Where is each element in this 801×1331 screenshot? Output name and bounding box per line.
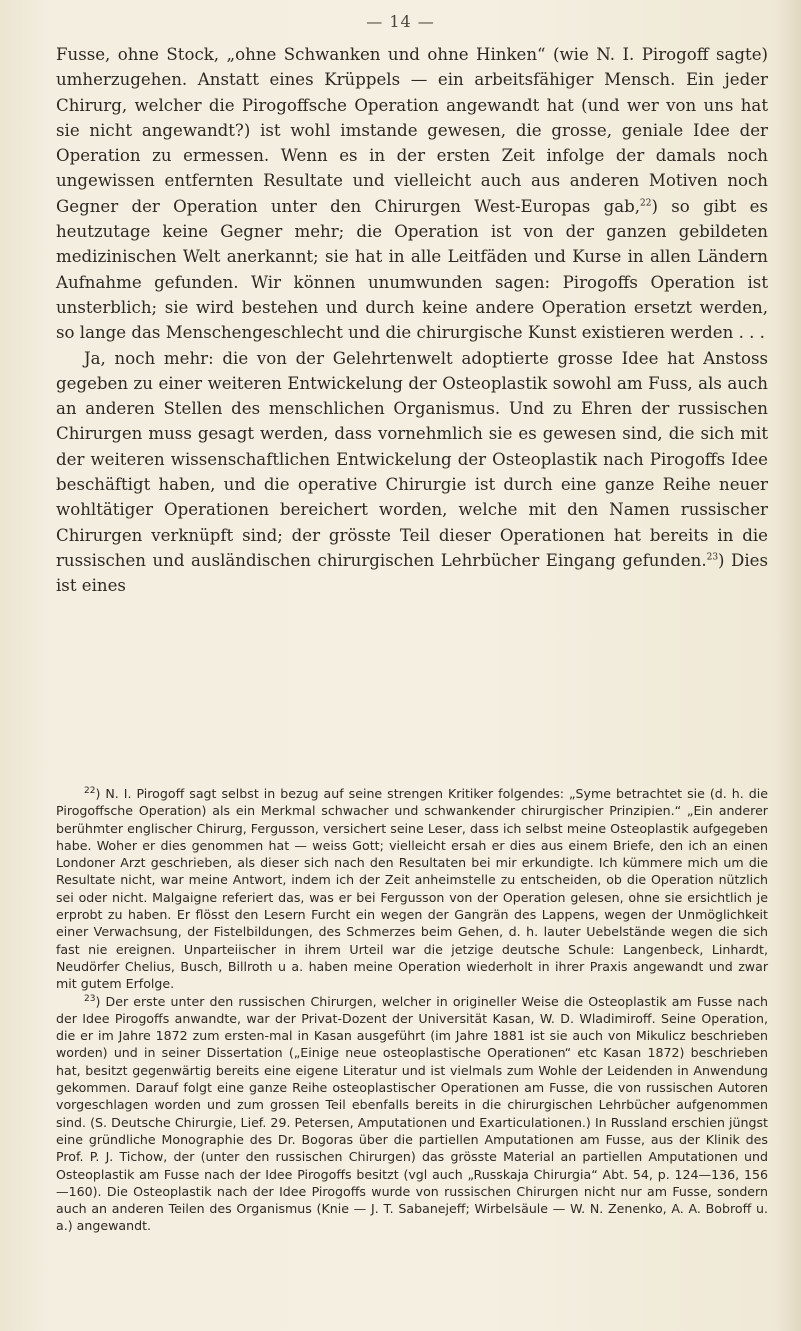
footnote xyxy=(56,785,768,993)
paragraph-text: ) so gibt es heutzutage keine Gegner mehr; die Operation ist von der ganzen gebildeten medizinischen Welt anerkannt; sie hat in alle Leitfäden und Kurse in allen Ländern Aufnahme gefunden. Wir können unumwunden sagen: Pirogoffs Operation ist unsterblich; sie wird bestehen und durch keine andere Operation ersetzt werden, so lange das Menschengeschlecht und die chirurgische Kunst existieren werden . . . xyxy=(56,196,768,343)
footnote-number: 23 xyxy=(84,993,96,1004)
paragraph xyxy=(56,42,768,346)
paragraph-text: Fusse, ohne Stock, „ohne Schwanken und ohne Hinken“ (wie N. I. Pirogoff sagte) umherzugehen. Anstatt eines Krüppels — ein arbeitsfähiger Mensch. Ein jeder Chirurg, welcher die Pirogoffsche Operation angewandt hat (und wer von uns hat sie nicht angewandt?) ist wohl imstande gewesen, die grosse, geniale Idee der Operation zu ermessen. Wenn es in der ersten Zeit infolge der damals noch ungewissen entfernten Resultate und vielleicht auch aus anderen Motiven noch Gegner der Operation unter den Chirurgen West-Europas gab, xyxy=(56,45,768,216)
paragraph-text: ) Dies ist eines xyxy=(56,550,768,596)
footnotes xyxy=(56,785,768,1235)
footnote-marker[interactable]: 23 xyxy=(706,552,719,563)
footnote-text: ) N. I. Pirogoff sagt selbst in bezug auf seine strengen Kritiker folgendes: „Syme betrachtet sie (d. h. die Pirogoffsche Operation) als ein Merkmal schwacher und schwankender chirurgischer Prinzipien.“ „Ein anderer berühmter englischer Chirurg, Fergusson, versichert seine Leser, dass ich selbst meine Osteoplastik aufgegeben habe. Woher er dies genommen hat — weiss Gott; vielleicht ersah er dies aus einem Briefe, den ich an einen Londoner Arzt geschrieben, als dieser sich nach den Resultaten bei mir erkundigte. Ich kümmere mich um die Resultate nicht, war meine Antwort, indem ich der Zeit anheimstelle zu entscheiden, ob die Operation nützlich sei oder nicht. Malgaigne referiert das, was er bei Fergusson von der Operation gelesen, ohne sie ersichtlich je erprobt zu haben. Er flösst den Lesern Furcht ein wegen der Gangrän des Lappens, wegen der Unmöglichkeit einer Verwachsung, der Fistelbildungen, des Schmerzes beim Gehen, d. h. lauter Uebelstände wegen die sich fast nie ereignen. Unparteiischer in ihrem Urteil war die jetzige deutsche Schule: Langenbeck, Linhardt, Neudörfer Chelius, Busch, Billroth u a. haben meine Operation wiederholt in ihrer Praxis angewandt und zwar mit gutem Erfolge. xyxy=(56,786,768,992)
paragraph xyxy=(56,346,768,599)
main-text xyxy=(56,42,768,599)
footnote xyxy=(56,993,768,1235)
footnote-marker[interactable]: 22 xyxy=(640,198,652,209)
paragraph-text: Ja, noch mehr: die von der Gelehrtenwelt adoptierte grosse Idee hat Anstoss gegeben zu einer weiteren Entwickelung der Osteoplastik sowohl am Fuss, als auch an anderen Stellen des menschlichen Organismus. Und zu Ehren der russischen Chirurgen muss gesagt werden, dass vornehmlich sie es gewesen sind, die sich mit der weiteren wissenschaftlichen Entwickelung der Osteoplastik nach Pirogoffs Idee beschäftigt haben, und die operative Chirurgie ist durch eine ganze Reihe neuer wohltätiger Operationen bereichert worden, welche mit den Namen russischer Chirurgen verknüpft sind; der grösste Teil dieser Operationen hat bereits in die russischen und ausländischen chirurgischen Lehrbücher Eingang gefunden. xyxy=(56,348,768,570)
footnote-number: 22 xyxy=(84,785,96,796)
footnote-text: ) Der erste unter den russischen Chirurgen, welcher in origineller Weise die Osteoplastik am Fusse nach der Idee Pirogoffs anwandte, war der Privat-Dozent der Universität Kasan, W. D. Wladimiroff. Seine Operation, die er im Jahre 1872 zum ersten-mal in Kasan ausgeführt (im Jahre 1881 ist sie auch von Mikulicz beschrieben worden) und in seiner Dissertation („Einige neue osteoplastische Operationen“ etc Kasan 1872) beschrieben hat, besitzt gegenwärtig bereits eine eigene Literatur und ist vielmals zum Wohle der Leidenden in Anwendung gekommen. Darauf folgt eine ganze Reihe osteoplastischer Operationen am Fusse, die von russischen Autoren vorgeschlagen worden und zum grossen Teil ebenfalls bereits in die chirurgischen Lehrbücher aufgenommen sind. (S. Deutsche Chirurgie, Lief. 29. Petersen, Amputationen und Exarticulationen.) In Russland erschien jüngst eine gründliche Monographie des Dr. Bogoras über die partiellen Amputationen am Fusse, aus der Klinik des Prof. P. J. Tichow, der (unter den russischen Chirurgen) das grösste Material an partiellen Amputationen und Osteoplastik am Fusse nach der Idee Pirogoffs besitzt (vgl auch „Russkaja Chirurgia“ Abt. 54, p. 124—136, 156—160). Die Osteoplastik nach der Idee Pirogoffs wurde von russischen Chirurgen nicht nur am Fusse, sondern auch an anderen Teilen des Organismus (Knie — J. T. Sabanejeff; Wirbelsäule — W. N. Zenenko, A. A. Bobroff u. a.) angewandt. xyxy=(56,993,768,1234)
page-edge-shadow xyxy=(775,0,801,1331)
page-number: — 14 — xyxy=(366,12,435,31)
